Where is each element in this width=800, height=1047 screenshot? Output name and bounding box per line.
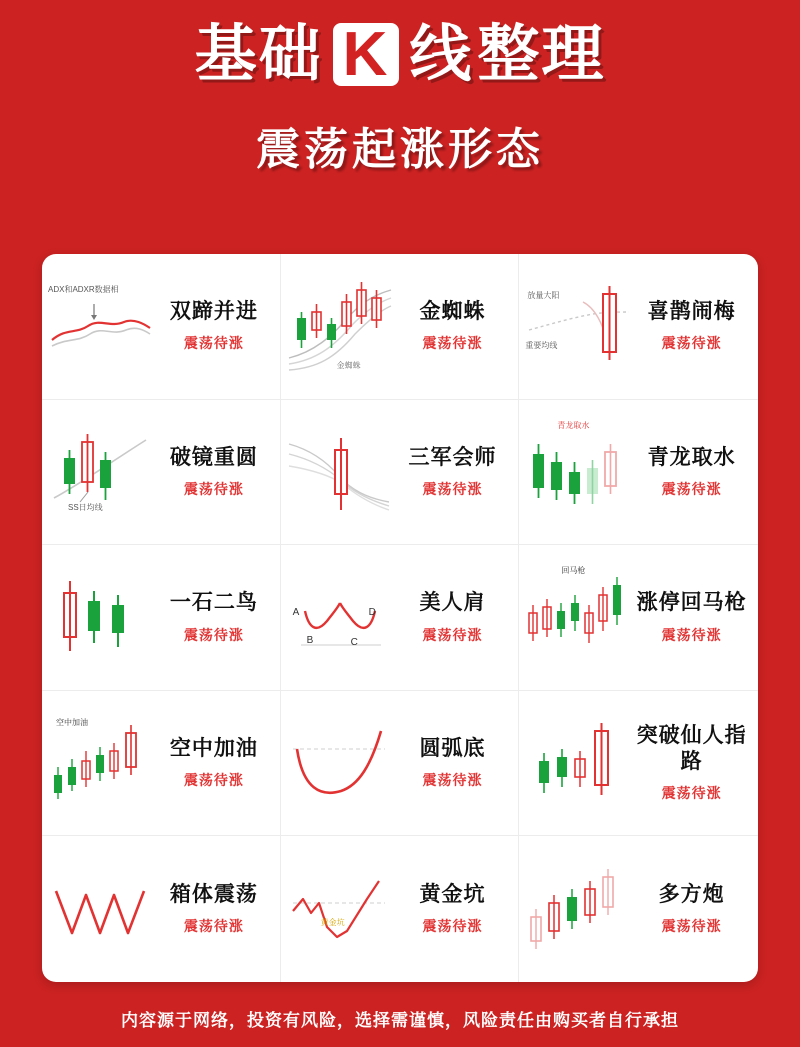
title-part-2: 线	[409, 20, 474, 89]
labels	[156, 590, 276, 644]
pattern-tag: 震荡待涨	[422, 335, 483, 352]
point-label-c: C	[350, 637, 358, 649]
title-part-1: 基础	[194, 20, 323, 89]
point-label-b: B	[306, 635, 314, 647]
pattern-cell-qinglongqushui[interactable]	[519, 400, 758, 546]
pattern-cell-pojingchongyuan[interactable]	[42, 400, 281, 546]
pattern-grid	[42, 254, 758, 982]
labels	[633, 882, 754, 936]
pattern-cell-shuangtibingjin[interactable]	[42, 254, 281, 400]
chart-jinzhizhu	[285, 268, 395, 384]
title-part-3: 整理	[477, 20, 606, 89]
pattern-cell-meirenjian[interactable]	[281, 545, 520, 691]
chart-shuangtibingjin	[46, 268, 156, 384]
pattern-name: 箱体震荡	[169, 883, 258, 907]
pattern-name: 青龙取水	[647, 445, 736, 469]
annotation-text: 黄金坑	[320, 918, 345, 928]
labels	[156, 445, 276, 499]
pattern-tag: 震荡待涨	[661, 481, 722, 498]
footer-disclaimer	[0, 989, 800, 1047]
labels	[156, 299, 276, 353]
annotation-text: 空中加油	[56, 718, 88, 728]
page-title	[0, 19, 800, 89]
labels	[395, 445, 515, 499]
pattern-cell-duofangpao[interactable]	[519, 836, 758, 982]
chart-sanjunhuishi	[285, 414, 395, 530]
point-label-a: A	[292, 607, 300, 619]
annotation-text: 回马枪	[561, 566, 586, 576]
chart-kongzhongjiayou	[46, 705, 156, 821]
pattern-name: 双蹄并进	[169, 300, 258, 324]
annotation-text: 青龙取水	[557, 420, 590, 430]
annotation-text: 放量大阳	[527, 291, 560, 301]
chart-zhangtinghuimaqiang	[523, 559, 633, 675]
labels	[395, 590, 515, 644]
pattern-name: 圆弧底	[419, 736, 486, 760]
pattern-tag: 震荡待涨	[661, 626, 722, 643]
page-subtitle: 震荡起涨形态	[256, 125, 544, 175]
pattern-name: 空中加油	[169, 736, 258, 760]
pattern-cell-xiquenaomei[interactable]	[519, 254, 758, 400]
pattern-tag: 震荡待涨	[183, 772, 244, 789]
labels	[633, 723, 754, 804]
chart-duofangpao	[523, 851, 633, 967]
pattern-cell-zhangtinghuimaqiang[interactable]	[519, 545, 758, 691]
pattern-name: 突破仙人指路	[636, 723, 747, 774]
chart-meirenjian	[285, 559, 395, 675]
labels	[633, 445, 754, 499]
chart-yuanhudi	[285, 705, 395, 821]
pattern-cell-kongzhongjiayou[interactable]	[42, 691, 281, 837]
annotation-text-2: 重要均线	[525, 341, 558, 351]
pattern-name: 涨停回马枪	[636, 591, 747, 615]
labels	[395, 299, 515, 353]
labels	[633, 590, 754, 644]
labels	[633, 299, 754, 353]
pattern-cell-tupoxianrenzhilu[interactable]	[519, 691, 758, 837]
pattern-tag: 震荡待涨	[183, 626, 244, 643]
chart-pojingchongyuan	[46, 414, 156, 530]
pattern-cell-xiangtizhendang[interactable]	[42, 836, 281, 982]
chart-xiangtizhendang	[46, 851, 156, 967]
pattern-cell-yuanhudi[interactable]	[281, 691, 520, 837]
pattern-tag: 震荡待涨	[422, 481, 483, 498]
labels	[156, 736, 276, 790]
pattern-name: 金蜘蛛	[419, 300, 486, 324]
chart-xiquenaomei	[523, 268, 633, 384]
chart-huangjinkeng	[285, 851, 395, 967]
annotation-text: 金蜘蛛	[336, 361, 361, 371]
pattern-name: 一石二鸟	[169, 591, 258, 615]
pattern-name: 黄金坑	[419, 883, 486, 907]
footer-text: 内容源于网络，投资有风险，选择需谨慎，风险责任由购买者自行承担	[121, 1010, 679, 1030]
pattern-cell-huangjinkeng[interactable]	[281, 836, 520, 982]
pattern-tag: 震荡待涨	[422, 772, 483, 789]
pattern-name: 三军会师	[408, 445, 497, 469]
header	[0, 0, 800, 177]
chart-qinglongqushui	[523, 414, 633, 530]
labels	[395, 882, 515, 936]
pattern-name: 多方炮	[658, 883, 725, 907]
labels	[156, 882, 276, 936]
pattern-name: 美人肩	[419, 591, 486, 615]
annotation-text: SS日均线	[68, 502, 103, 512]
pattern-tag: 震荡待涨	[661, 785, 722, 802]
annotation-text: ADX和ADXR数据相	[48, 285, 119, 295]
labels	[395, 736, 515, 790]
pattern-cell-yishierniao[interactable]	[42, 545, 281, 691]
pattern-tag: 震荡待涨	[183, 335, 244, 352]
pattern-name: 破镜重圆	[169, 445, 258, 469]
pattern-tag: 震荡待涨	[661, 335, 722, 352]
chart-tupoxianrenzhilu	[523, 705, 633, 821]
title-badge-k: K	[333, 23, 400, 86]
point-label-d: D	[368, 607, 376, 619]
pattern-tag: 震荡待涨	[183, 481, 244, 498]
pattern-tag: 震荡待涨	[422, 626, 483, 643]
chart-yishierniao	[46, 559, 156, 675]
pattern-cell-jinzhizhu[interactable]	[281, 254, 520, 400]
pattern-cell-sanjunhuishi[interactable]	[281, 400, 520, 546]
pattern-tag: 震荡待涨	[661, 918, 722, 935]
pattern-tag: 震荡待涨	[422, 918, 483, 935]
pattern-name: 喜鹊闹梅	[647, 300, 736, 324]
pattern-tag: 震荡待涨	[183, 918, 244, 935]
